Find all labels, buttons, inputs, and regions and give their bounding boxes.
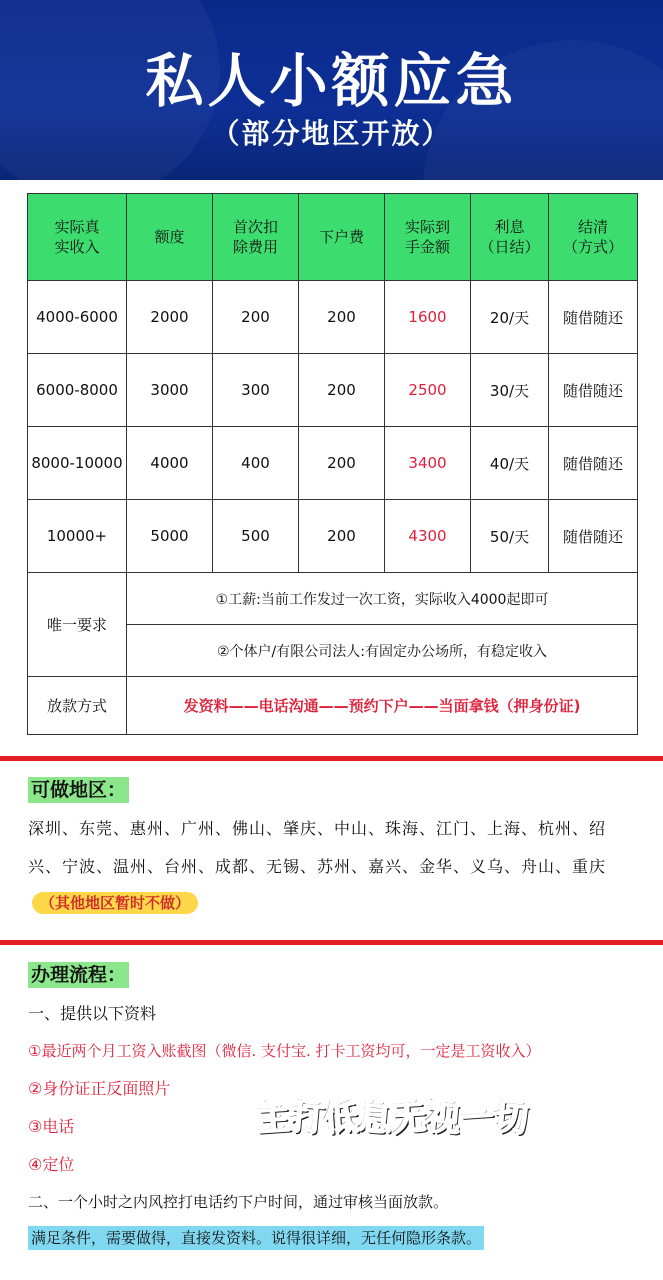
cell-received: 2500 [385,354,471,427]
sticker-char: 息 [356,1097,394,1141]
requirement-item: ①工薪:当前工作发过一次工资，实际收入4000起即可 [127,573,638,625]
col-header: 实际到 手金额 [385,194,471,281]
table-row [28,427,638,500]
sticker-char: 切 [492,1097,530,1141]
cell-visit-fee: 200 [299,281,385,354]
sticker-char: 无 [390,1097,428,1141]
table-row [28,281,638,354]
cell-repay: 随借随还 [549,427,638,500]
sticker-char: 视 [424,1097,462,1141]
process-item: ③电话 [28,1117,75,1136]
method-label: 放款方式 [28,677,127,735]
cell-received: 1600 [385,281,471,354]
sticker-char: 低 [322,1097,360,1141]
cell-income: 8000-10000 [28,427,127,500]
cell-interest: 50/天 [471,500,549,573]
cell-fee: 500 [213,500,299,573]
col-header: 额度 [127,194,213,281]
promo-sticker [256,1096,528,1142]
cell-interest: 40/天 [471,427,549,500]
col-header: 结清 （方式） [549,194,638,281]
page-subtitle: （部分地区开放） [211,117,452,150]
table-row [28,500,638,573]
cell-repay: 随借随还 [549,354,638,427]
requirements-row [28,573,638,625]
method-row [28,677,638,735]
section-divider [0,756,663,761]
cell-fee: 400 [213,427,299,500]
cell-received: 3400 [385,427,471,500]
cell-amount: 3000 [127,354,213,427]
cell-repay: 随借随还 [549,281,638,354]
requirement-item: ②个体户/有限公司法人:有固定办公场所，有稳定收入 [127,625,638,677]
header-banner [0,0,663,180]
areas-note: （其他地区暂时不做） [32,892,198,914]
requirements-label: 唯一要求 [28,573,127,677]
areas-heading: 可做地区： [28,777,129,803]
areas-line: 深圳、东莞、惠州、广州、佛山、肇庆、中山、珠海、江门、上海、杭州、绍 [28,819,607,838]
table-row [28,354,638,427]
cell-income: 4000-6000 [28,281,127,354]
cell-visit-fee: 200 [299,500,385,573]
areas-line: 兴、宁波、温州、台州、成都、无锡、苏州、嘉兴、金华、义乌、舟山、重庆 [28,857,607,876]
cell-income: 10000+ [28,500,127,573]
closing-note: 满足条件，需要做得，直接发资料。说得很详细，无任何隐形条款。 [28,1226,484,1250]
process-item: ④定位 [28,1155,75,1174]
page-title: 私人小额应急 [145,47,518,115]
cell-amount: 4000 [127,427,213,500]
sticker-char: 打 [288,1097,326,1141]
cell-amount: 5000 [127,500,213,573]
process-item: ②身份证正反面照片 [28,1079,171,1098]
method-text: 发资料——电话沟通——预约下户——当面拿钱（押身份证) [127,677,638,735]
process-heading: 办理流程： [28,962,129,988]
cell-amount: 2000 [127,281,213,354]
process-item: ①最近两个月工资入账截图（微信. 支付宝. 打卡工资均可，一定是工资收入） [28,1042,541,1060]
cell-repay: 随借随还 [549,500,638,573]
table-header-row [28,194,638,281]
cell-visit-fee: 200 [299,354,385,427]
col-header: 实际真 实收入 [28,194,127,281]
process-step: 一、提供以下资料 [28,1004,157,1023]
process-step: 二、一个小时之内风控打电话约下户时间，通过审核当面放款。 [28,1193,449,1211]
col-header: 下户费 [299,194,385,281]
col-header: 首次扣 除费用 [213,194,299,281]
sticker-char: 主 [254,1097,292,1141]
sticker-char: 一 [458,1097,496,1141]
cell-fee: 300 [213,354,299,427]
col-header: 利息 （日结） [471,194,549,281]
cell-income: 6000-8000 [28,354,127,427]
cell-interest: 30/天 [471,354,549,427]
rates-table [27,193,638,735]
cell-fee: 200 [213,281,299,354]
cell-interest: 20/天 [471,281,549,354]
section-divider [0,940,663,945]
cell-received: 4300 [385,500,471,573]
cell-visit-fee: 200 [299,427,385,500]
